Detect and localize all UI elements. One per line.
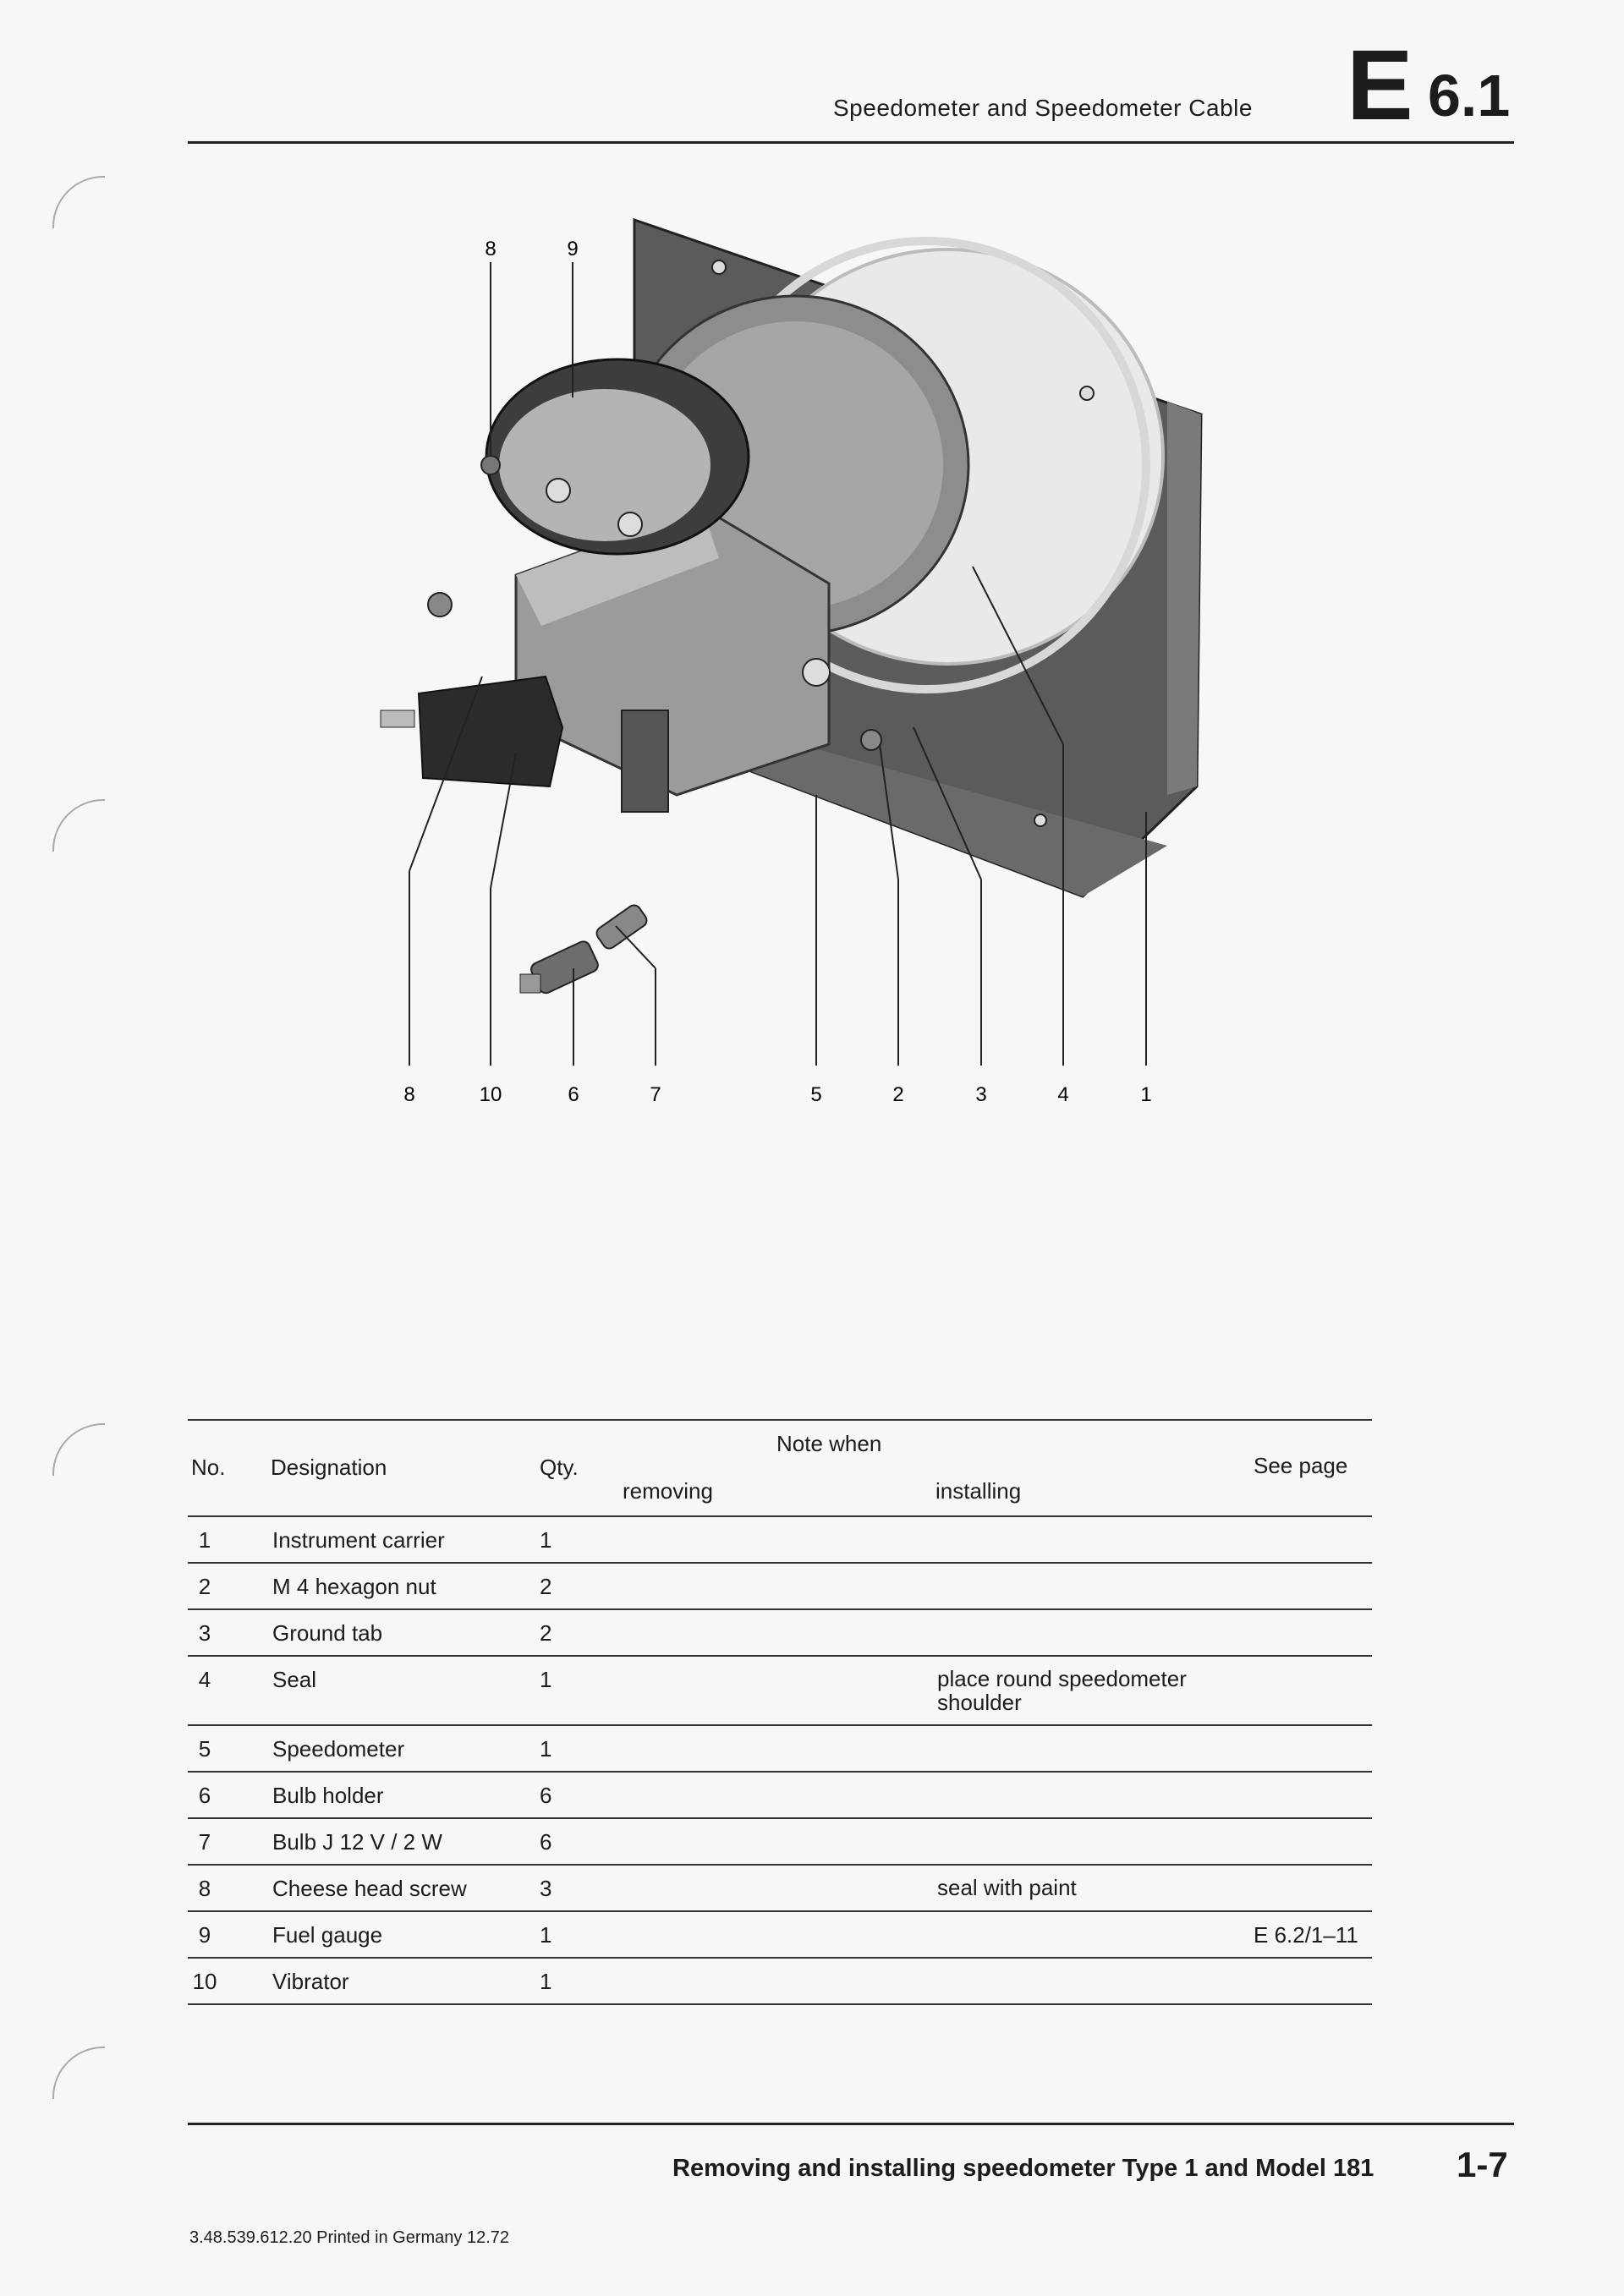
- callout-label: 8: [403, 1083, 415, 1106]
- row-qty: 6: [540, 1783, 552, 1808]
- bulb-drawing: [594, 902, 649, 951]
- table-row-rule: [188, 1817, 1372, 1819]
- header-note-when: Note when: [776, 1431, 882, 1456]
- header-no: No.: [191, 1455, 226, 1480]
- row-designation: Speedometer: [272, 1736, 405, 1762]
- fuel-gauge-drawing: [486, 359, 749, 554]
- callout-label: 4: [1057, 1083, 1069, 1106]
- row-qty: 1: [540, 1922, 552, 1948]
- binder-hole-mark: [52, 2047, 105, 2099]
- row-number: 5: [198, 1736, 211, 1762]
- table-row-rule: [188, 1771, 1372, 1773]
- row-qty: 2: [540, 1620, 552, 1646]
- row-qty: 6: [540, 1829, 552, 1855]
- callout-label: 2: [892, 1083, 904, 1106]
- row-number: 4: [198, 1667, 211, 1692]
- row-designation: Seal: [272, 1667, 317, 1692]
- table-rule: [188, 1515, 1372, 1517]
- row-designation: Fuel gauge: [272, 1922, 383, 1948]
- row-designation: Vibrator: [272, 1969, 349, 1994]
- row-designation: Ground tab: [272, 1620, 383, 1646]
- row-note-installing: seal with paint: [937, 1875, 1077, 1900]
- header-removing: removing: [623, 1478, 713, 1504]
- binder-hole-mark: [52, 176, 105, 228]
- callout-label: 8: [485, 238, 497, 260]
- callout-label: 1: [1140, 1083, 1152, 1106]
- row-designation: Instrument carrier: [272, 1527, 445, 1553]
- row-number: 3: [198, 1620, 211, 1646]
- table-row-rule: [188, 1724, 1372, 1726]
- table-row-rule: [188, 1864, 1372, 1866]
- header-rule: [188, 141, 1514, 144]
- section-number: 6.1: [1428, 63, 1511, 129]
- row-number: 6: [198, 1783, 211, 1808]
- footer-title: Removing and installing speedometer Type 1 and Model 181: [672, 2155, 1374, 2182]
- row-designation: M 4 hexagon nut: [272, 1574, 436, 1599]
- row-qty: 1: [540, 1527, 552, 1553]
- row-see-page: E 6.2/1–11: [1254, 1922, 1358, 1948]
- binder-hole-mark: [52, 1423, 105, 1476]
- vibrator-drawing: [381, 677, 562, 786]
- row-qty: 2: [540, 1574, 552, 1599]
- row-note-installing: place round speedometer shoulder: [937, 1666, 1187, 1715]
- callout-label: 7: [650, 1083, 661, 1106]
- row-qty: 1: [540, 1667, 552, 1692]
- speedometer-exploded-diagram: [321, 203, 1252, 1133]
- table-rule: [188, 1419, 1372, 1421]
- row-designation: Bulb J 12 V / 2 W: [272, 1829, 442, 1855]
- row-number: 8: [198, 1876, 211, 1901]
- page-header-title: Speedometer and Speedometer Cable: [833, 95, 1253, 121]
- row-designation: Bulb holder: [272, 1783, 384, 1808]
- table-row-rule: [188, 1910, 1372, 1912]
- table-row-rule: [188, 1957, 1372, 1959]
- print-code: 3.48.539.612.20 Printed in Germany 12.72: [189, 2228, 510, 2247]
- row-number: 9: [198, 1922, 211, 1948]
- row-qty: 1: [540, 1736, 552, 1762]
- row-qty: 1: [540, 1969, 552, 1994]
- callout-label: 5: [810, 1083, 822, 1106]
- header-designation: Designation: [271, 1455, 387, 1480]
- hexagon-nut-drawing: [861, 730, 881, 750]
- section-letter: E: [1347, 30, 1413, 141]
- row-number: 10: [192, 1969, 217, 1994]
- hexagon-nut-drawing: [428, 593, 452, 616]
- binder-hole-mark: [52, 799, 105, 852]
- callout-label: 6: [568, 1083, 579, 1106]
- row-designation: Cheese head screw: [272, 1876, 467, 1901]
- page-number: 1-7: [1457, 2145, 1508, 2184]
- table-row-rule: [188, 1655, 1372, 1657]
- table-row-rule: [188, 1562, 1372, 1564]
- callout-label: 9: [567, 238, 579, 260]
- row-number: 7: [198, 1829, 211, 1855]
- row-number: 2: [198, 1574, 211, 1599]
- table-row-rule: [188, 1608, 1372, 1610]
- bulb-holder-drawing: [520, 940, 600, 995]
- callout-label: 3: [975, 1083, 987, 1106]
- callout-label: 10: [479, 1083, 502, 1106]
- header-see-page: See page: [1254, 1453, 1348, 1478]
- row-number: 1: [198, 1527, 211, 1553]
- row-qty: 3: [540, 1876, 552, 1901]
- header-qty: Qty.: [540, 1455, 579, 1480]
- footer-rule: [188, 2123, 1514, 2125]
- cheese-head-screw-drawing: [481, 456, 500, 474]
- header-installing: installing: [935, 1478, 1022, 1504]
- table-row-rule: [188, 2003, 1372, 2005]
